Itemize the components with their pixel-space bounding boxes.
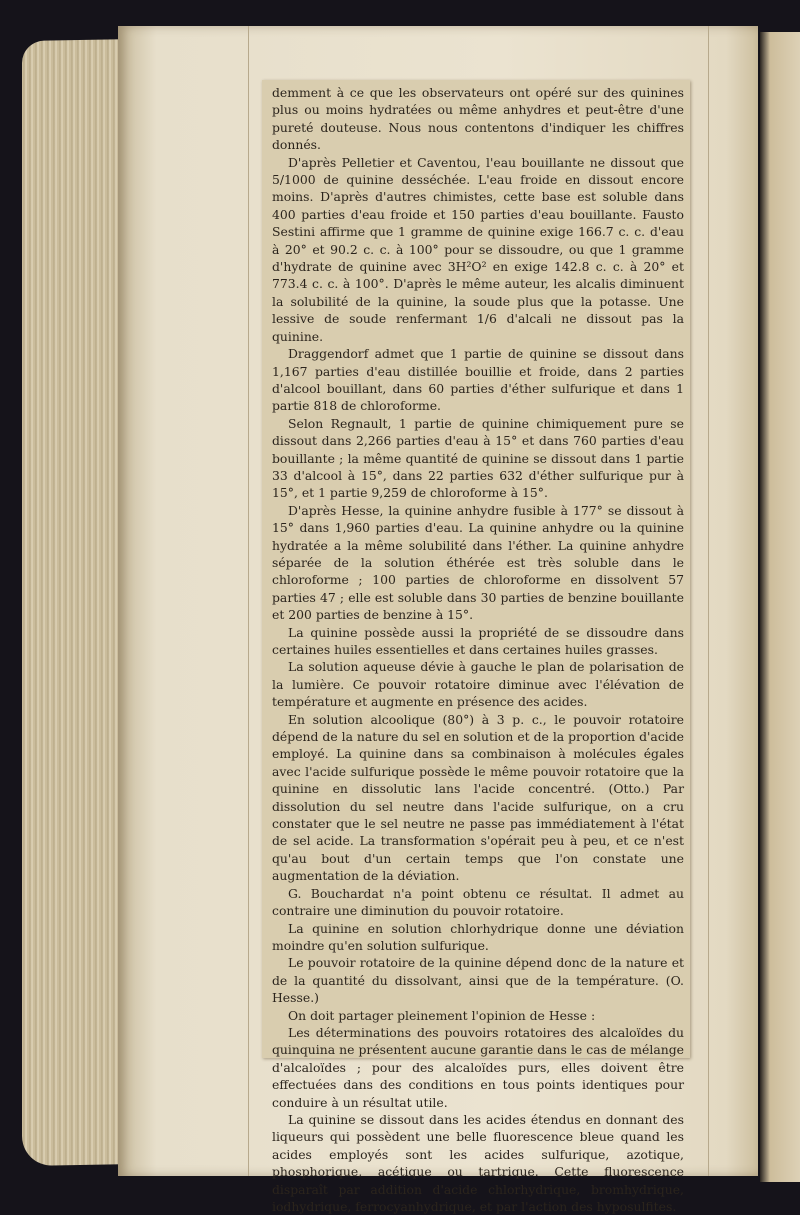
paragraph: Selon Regnault, 1 partie de quinine chimiquement pure se dissout dans 2,266 parties d'eau à 15° et dans 760 parties d'eau bouillante ; la même quantité de quinine se dissout dans 1 partie 33 d'alcool à 15°, dans 22 parties 632 d'éther sulfurique pur à 15°, et 1 partie 9,259 de chloroforme à 15°. bbox=[272, 415, 684, 501]
paragraph: La quinine se dissout dans les acides étendus en donnant des liqueurs qui possèdent une belle fluorescence bleue quand les acides employés sont les acides sulfurique, azotique, phosphorique, acétique ou tartrique. Cette fluorescence disparaît par addition d'acide chlorhydrique, bromhydrique, iodhydrique, ferrocyanhydrique, et par l'action des hyposulfites. bbox=[272, 1111, 684, 1214]
margin-rule-right bbox=[708, 26, 709, 1176]
paragraph: La solution aqueuse dévie à gauche le plan de polarisation de la lumière. Ce pouvoir rotatoire diminue avec l'élévation de température et augmente en présence des acides. bbox=[272, 659, 684, 710]
paragraph: D'après Hesse, la quinine anhydre fusible à 177° se dissout à 15° dans 1,960 parties d'eau. La quinine anhydre ou la quinine hydratée a la même solubilité dans l'éther. La quinine anhydre séparée de la solution éthérée est très soluble dans le chloroforme ; 100 parties de chloroforme en dissolvent 57 parties 47 ; elle est soluble dans 30 parties de benzine bouillante et 200 parties de benzine à 15°. bbox=[272, 502, 684, 623]
paragraph: Le pouvoir rotatoire de la quinine dépend donc de la nature et de la quantité du dissolvant, ainsi que de la température. (O. Hesse.) bbox=[272, 955, 684, 1006]
paragraph: La quinine en solution chlorhydrique donne une déviation moindre qu'en solution sulfurique. bbox=[272, 920, 684, 953]
paragraph: Les déterminations des pouvoirs rotatoires des alcaloïdes du quinquina ne présentent aucune garantie dans le cas de mélange d'alcaloïdes ; pour des alcaloïdes purs, elles doivent être effectuées dans des conditions en tous points identiques pour conduire à un résultat utile. bbox=[272, 1024, 684, 1110]
paragraph: demment à ce que les observateurs ont opéré sur des quinines plus ou moins hydratées ou même anhydres et peut-être d'une pureté douteuse. Nous nous contentons d'indiquer les chiffres donnés. bbox=[272, 85, 684, 153]
clipping-text bbox=[272, 84, 684, 1215]
facing-page bbox=[760, 32, 800, 1182]
paragraph: En solution alcoolique (80°) à 3 p. c., le pouvoir rotatoire dépend de la nature du sel en solution et de la proportion d'acide employé. La quinine dans sa combinaison à molécules égales avec l'acide sulfurique possède le même pouvoir rotatoire que la quinine en dissolutic lans l'acide concentré. (Otto.) Par dissolution du sel neutre dans l'acide sulfurique, on a cru constater que le sel neutre ne passe pas immédiatement à l'état de sel acide. La transformation s'opérait peu à peu, et ce n'est qu'au bout d'un certain temps que l'on constate une augmentation de la déviation. bbox=[272, 711, 684, 884]
paragraph: La quinine possède aussi la propriété de se dissoudre dans certaines huiles essentielles et dans certaines huiles grasses. bbox=[272, 624, 684, 657]
paragraph: G. Bouchardat n'a point obtenu ce résultat. Il admet au contraire une diminution du pouvoir rotatoire. bbox=[272, 885, 684, 919]
paragraph: Draggendorf admet que 1 partie de quinine se dissout dans 1,167 parties d'eau distillée bouillie et froide, dans 2 parties d'alcool bouillant, dans 60 parties d'éther sulfurique et dans 1 partie 818 de chloroforme. bbox=[272, 346, 684, 414]
paragraph: On doit partager pleinement l'opinion de Hesse : bbox=[288, 1007, 596, 1023]
margin-rule-left bbox=[248, 26, 249, 1176]
paragraph: D'après Pelletier et Caventou, l'eau bouillante ne dissout que 5/1000 de quinine desséchée. L'eau froide en dissout encore moins. D'après d'autres chimistes, cette base est soluble dans 400 parties d'eau froide et 150 parties d'eau bouillante. Fausto Sestini affirme que 1 gramme de quinine exige 166.7 c. c. d'eau à 20° et 90.2 c. c. à 100° pour se dissoudre, ou que 1 gramme d'hydrate de quinine avec 3H²O² en exige 142.8 c. c. à 20° et 773.4 c. c. à 100°. D'après le même auteur, les alcalis diminuent la solubilité de la quinine, la soude plus que la potasse. Une lessive de soude renfermant 1/6 d'alcali ne dissout pas la quinine. bbox=[272, 154, 684, 344]
